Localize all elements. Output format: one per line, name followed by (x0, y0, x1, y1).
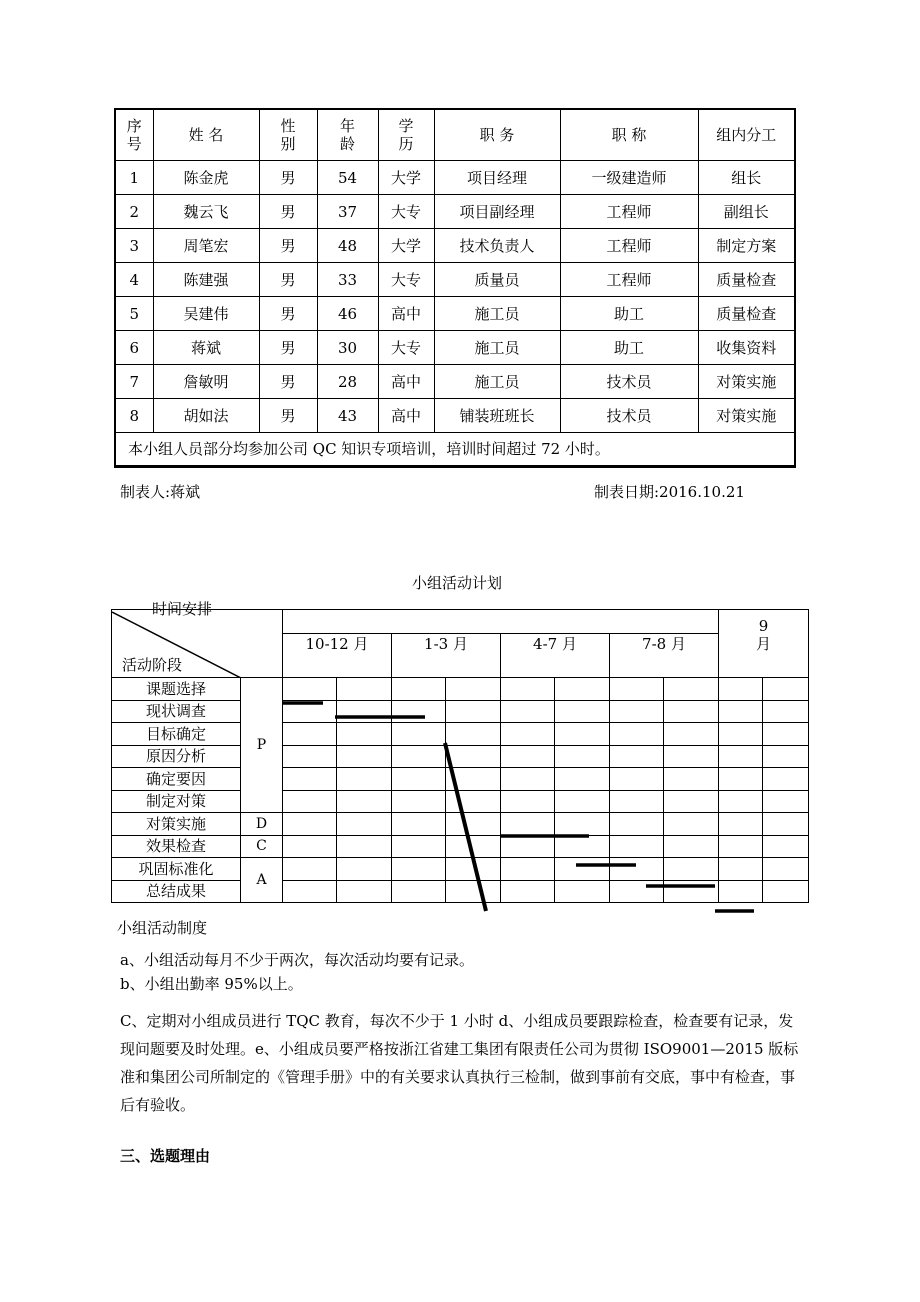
gantt-header-row-1 (112, 610, 809, 634)
gantt-row (112, 813, 809, 836)
cell-education: 大学 (378, 161, 434, 195)
phase-a: A (241, 858, 283, 903)
gantt-cell (555, 835, 610, 858)
cell-role: 副组长 (698, 195, 795, 229)
gantt-cell (664, 790, 719, 813)
gantt-row (112, 880, 809, 903)
gantt-cell (719, 700, 763, 723)
cell-name: 周笔宏 (153, 229, 259, 263)
gantt-row (112, 768, 809, 791)
gantt-cell (392, 768, 446, 791)
gantt-cell (392, 790, 446, 813)
stage-label: 目标确定 (112, 723, 241, 746)
cell-role: 质量检查 (698, 297, 795, 331)
gantt-cell (446, 700, 501, 723)
activity-plan-gantt (111, 609, 804, 913)
gantt-body (112, 678, 809, 903)
cell-education: 大学 (378, 229, 434, 263)
gantt-cell (763, 768, 809, 791)
rules-heading: 小组活动制度 (117, 919, 208, 937)
cell-gender: 男 (259, 161, 317, 195)
members-table (114, 108, 796, 468)
members-note: 本小组人员部分均参加公司 QC 知识专项培训，培训时间超过 72 小时。 (115, 433, 795, 467)
table-row (115, 297, 795, 331)
gantt-cell (664, 880, 719, 903)
gantt-cell (446, 790, 501, 813)
gantt-cell (337, 678, 392, 701)
cell-name: 陈金虎 (153, 161, 259, 195)
cell-age: 48 (317, 229, 378, 263)
gantt-cell (446, 813, 501, 836)
gantt-cell (719, 858, 763, 881)
gantt-cell (610, 768, 664, 791)
rule-a: a、小组活动每月不少于两次，每次活动均要有记录。 (120, 951, 474, 969)
gantt-cell (501, 858, 555, 881)
gantt-cell (610, 745, 664, 768)
cell-age: 30 (317, 331, 378, 365)
stage-label: 原因分析 (112, 745, 241, 768)
cell-age: 46 (317, 297, 378, 331)
table-row (115, 195, 795, 229)
stage-label: 巩固标准化 (112, 858, 241, 881)
cell-role: 组长 (698, 161, 795, 195)
gantt-cell (283, 745, 337, 768)
gantt-cell (555, 700, 610, 723)
gantt-row (112, 678, 809, 701)
gantt-cell (501, 768, 555, 791)
stage-label: 对策实施 (112, 813, 241, 836)
cell-gender: 男 (259, 229, 317, 263)
gantt-row (112, 835, 809, 858)
gantt-cell (763, 723, 809, 746)
gantt-cell (283, 700, 337, 723)
plan-title: 小组活动计划 (412, 574, 503, 592)
header-education: 学 历 (378, 109, 434, 161)
gantt-header-blank (283, 610, 719, 634)
gantt-cell (337, 745, 392, 768)
gantt-cell (337, 768, 392, 791)
gantt-cell (446, 723, 501, 746)
gantt-cell (719, 768, 763, 791)
gantt-cell (283, 835, 337, 858)
gantt-cell (501, 678, 555, 701)
cell-position: 项目副经理 (434, 195, 560, 229)
table-maker: 制表人:蒋斌 (120, 483, 201, 501)
gantt-cell (337, 813, 392, 836)
cell-gender: 男 (259, 297, 317, 331)
cell-gender: 男 (259, 365, 317, 399)
month-apr-jul: 4-7 月 (501, 634, 610, 678)
gantt-cell (446, 745, 501, 768)
table-row (115, 263, 795, 297)
gantt-cell (283, 880, 337, 903)
cell-age: 37 (317, 195, 378, 229)
cell-title: 工程师 (560, 263, 698, 297)
gantt-cell (664, 813, 719, 836)
stage-label: 确定要因 (112, 768, 241, 791)
rule-b: b、小组出勤率 95%以上。 (120, 975, 303, 993)
gantt-cell (392, 880, 446, 903)
gantt-cell (501, 790, 555, 813)
gantt-cell (283, 790, 337, 813)
cell-age: 43 (317, 399, 378, 433)
gantt-cell (610, 678, 664, 701)
gantt-cell (446, 835, 501, 858)
month-oct-dec: 10-12 月 (283, 634, 392, 678)
cell-seq: 2 (115, 195, 153, 229)
cell-seq: 6 (115, 331, 153, 365)
gantt-cell (501, 880, 555, 903)
cell-education: 大专 (378, 331, 434, 365)
gantt-cell (763, 835, 809, 858)
table-row (115, 229, 795, 263)
cell-title: 工程师 (560, 229, 698, 263)
cell-education: 高中 (378, 399, 434, 433)
header-name: 姓 名 (153, 109, 259, 161)
cell-gender: 男 (259, 195, 317, 229)
header-age: 年 龄 (317, 109, 378, 161)
gantt-cell (664, 678, 719, 701)
gantt-cell (392, 678, 446, 701)
cell-gender: 男 (259, 399, 317, 433)
gantt-cell (719, 723, 763, 746)
cell-position: 施工员 (434, 297, 560, 331)
gantt-cell (337, 835, 392, 858)
cell-title: 技术员 (560, 365, 698, 399)
cell-role: 对策实施 (698, 399, 795, 433)
gantt-cell (283, 678, 337, 701)
stage-label: 效果检查 (112, 835, 241, 858)
month-jan-mar: 1-3 月 (392, 634, 501, 678)
gantt-cell (501, 700, 555, 723)
gantt-cell (392, 835, 446, 858)
gantt-cell (763, 813, 809, 836)
stage-label: 制定对策 (112, 790, 241, 813)
cell-position: 铺装班班长 (434, 399, 560, 433)
cell-name: 蒋斌 (153, 331, 259, 365)
cell-age: 28 (317, 365, 378, 399)
gantt-cell (392, 723, 446, 746)
cell-position: 技术负责人 (434, 229, 560, 263)
gantt-cell (763, 880, 809, 903)
gantt-cell (719, 745, 763, 768)
cell-gender: 男 (259, 263, 317, 297)
gantt-cell (719, 813, 763, 836)
header-seq: 序 号 (115, 109, 153, 161)
gantt-cell (337, 700, 392, 723)
stage-label: 总结成果 (112, 880, 241, 903)
gantt-cell (719, 678, 763, 701)
cell-title: 一级建造师 (560, 161, 698, 195)
gantt-cell (763, 790, 809, 813)
gantt-cell (501, 813, 555, 836)
cell-education: 高中 (378, 365, 434, 399)
gantt-cell (337, 723, 392, 746)
cell-title: 助工 (560, 331, 698, 365)
table-row (115, 365, 795, 399)
cell-role: 对策实施 (698, 365, 795, 399)
gantt-cell (555, 745, 610, 768)
header-role: 组内分工 (698, 109, 795, 161)
cell-name: 陈建强 (153, 263, 259, 297)
members-header-row (115, 109, 795, 161)
cell-role: 质量检查 (698, 263, 795, 297)
cell-position: 项目经理 (434, 161, 560, 195)
gantt-cell (664, 700, 719, 723)
gantt-cell (392, 700, 446, 723)
cell-seq: 1 (115, 161, 153, 195)
rules-cde: C、定期对小组成员进行 TQC 教育，每次不少于 1 小时 d、小组成员要跟踪检查，检查要有记录，发现问题要及时处理。e、小组成员要严格按浙江省建工集团有限责任公司为贯彻 ISO9001—2015 版标准和集团公司所制定的《管理手册》中的有关要求认真执行三检制，做到事前有交底，事中有检查，事后有验收。 (120, 1012, 799, 1114)
cell-name: 吴建伟 (153, 297, 259, 331)
cell-seq: 5 (115, 297, 153, 331)
month-jul-aug: 7-8 月 (610, 634, 719, 678)
gantt-cell (283, 768, 337, 791)
members-body (115, 161, 795, 433)
gantt-row (112, 723, 809, 746)
cell-age: 33 (317, 263, 378, 297)
gantt-cell (664, 723, 719, 746)
gantt-cell (664, 835, 719, 858)
gantt-cell (610, 700, 664, 723)
gantt-cell (501, 723, 555, 746)
cell-role: 制定方案 (698, 229, 795, 263)
phase-p: P (241, 678, 283, 813)
cell-seq: 7 (115, 365, 153, 399)
gantt-cell (555, 768, 610, 791)
gantt-cell (719, 835, 763, 858)
cell-seq: 8 (115, 399, 153, 433)
gantt-cell (555, 858, 610, 881)
gantt-row (112, 700, 809, 723)
stage-label: 现状调查 (112, 700, 241, 723)
cell-education: 高中 (378, 297, 434, 331)
cell-position: 质量员 (434, 263, 560, 297)
cell-name: 詹敏明 (153, 365, 259, 399)
gantt-cell (283, 858, 337, 881)
gantt-row (112, 858, 809, 881)
section-heading: 三、选题理由 (120, 1147, 211, 1165)
gantt-cell (555, 678, 610, 701)
header-title: 职 称 (560, 109, 698, 161)
gantt-cell (719, 790, 763, 813)
month-9-bottom: 月 (719, 634, 809, 678)
members-note-row (115, 433, 795, 467)
gantt-cell (610, 858, 664, 881)
gantt-cell (283, 813, 337, 836)
gantt-cell (337, 880, 392, 903)
gantt-cell (337, 858, 392, 881)
gantt-cell (763, 745, 809, 768)
plan-corner-top: 时间安排 (152, 600, 213, 618)
cell-title: 助工 (560, 297, 698, 331)
table-row (115, 331, 795, 365)
gantt-cell (610, 880, 664, 903)
cell-age: 54 (317, 161, 378, 195)
gantt-cell (392, 858, 446, 881)
gantt-cell (555, 723, 610, 746)
table-row (115, 399, 795, 433)
gantt-cell (610, 813, 664, 836)
gantt-cell (763, 678, 809, 701)
gantt-cell (555, 880, 610, 903)
cell-position: 施工员 (434, 365, 560, 399)
gantt-cell (555, 813, 610, 836)
table-date: 制表日期:2016.10.21 (594, 483, 745, 501)
cell-seq: 4 (115, 263, 153, 297)
cell-education: 大专 (378, 263, 434, 297)
gantt-cell (763, 858, 809, 881)
gantt-cell (501, 745, 555, 768)
cell-seq: 3 (115, 229, 153, 263)
gantt-cell (337, 790, 392, 813)
month-9-top: 9 (719, 610, 809, 634)
gantt-cell (392, 813, 446, 836)
header-position: 职 务 (434, 109, 560, 161)
header-gender: 性 别 (259, 109, 317, 161)
gantt-cell (555, 790, 610, 813)
gantt-cell (446, 858, 501, 881)
cell-position: 施工员 (434, 331, 560, 365)
gantt-cell (610, 723, 664, 746)
cell-role: 收集资料 (698, 331, 795, 365)
gantt-cell (719, 880, 763, 903)
gantt-cell (446, 768, 501, 791)
gantt-cell (501, 835, 555, 858)
gantt-cell (446, 880, 501, 903)
cell-title: 技术员 (560, 399, 698, 433)
gantt-cell (446, 678, 501, 701)
phase-d: D (241, 813, 283, 836)
gantt-cell (763, 700, 809, 723)
phase-c: C (241, 835, 283, 858)
gantt-row (112, 745, 809, 768)
table-row (115, 161, 795, 195)
cell-title: 工程师 (560, 195, 698, 229)
gantt-cell (610, 835, 664, 858)
stage-label: 课题选择 (112, 678, 241, 701)
cell-gender: 男 (259, 331, 317, 365)
gantt-cell (664, 858, 719, 881)
gantt-cell (664, 745, 719, 768)
gantt-corner-cell (112, 610, 283, 678)
gantt-cell (610, 790, 664, 813)
cell-education: 大专 (378, 195, 434, 229)
cell-name: 魏云飞 (153, 195, 259, 229)
cell-name: 胡如法 (153, 399, 259, 433)
corner-bottom-label: 活动阶段 (122, 656, 183, 674)
gantt-row (112, 790, 809, 813)
gantt-cell (664, 768, 719, 791)
gantt-cell (283, 723, 337, 746)
gantt-cell (392, 745, 446, 768)
